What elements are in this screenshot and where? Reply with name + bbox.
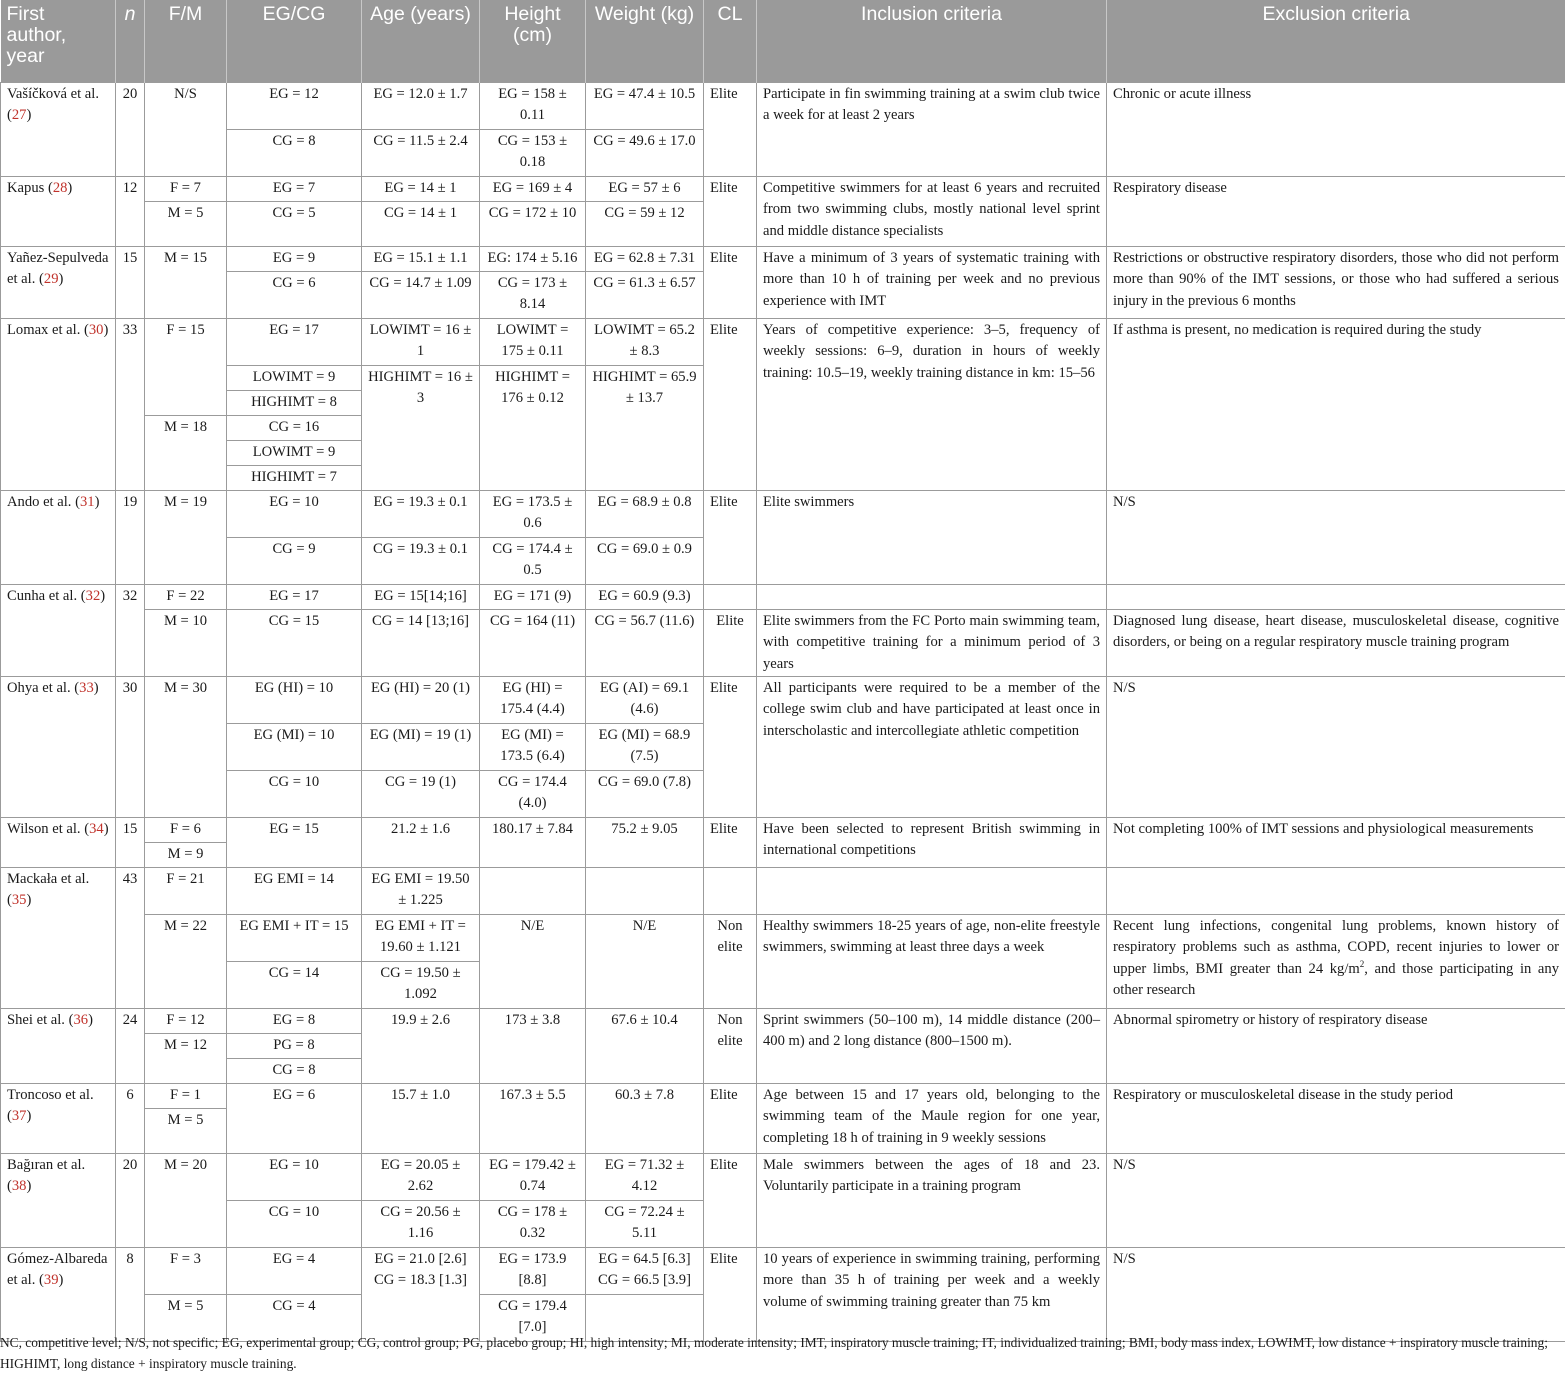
age-cell: EG = 21.0 [2.6] CG = 18.3 [1.3] — [362, 1248, 480, 1342]
exclusion-cell: Abnormal spirometry or history of respiratory disease — [1107, 1009, 1565, 1084]
exclusion-cell: Diagnosed lung disease, heart disease, musculoskeletal disease, cognitive disorders, or being on a regular respiratory muscle training program — [1107, 610, 1565, 677]
reference-link[interactable]: 27 — [12, 107, 27, 123]
group-cell: EG = 17 — [227, 585, 362, 610]
height-cell: EG = 158 ± 0.11 — [480, 83, 586, 130]
table-row — [1, 610, 1565, 677]
group-cell: EG = 15 — [227, 818, 362, 868]
group-cell: EG = 4 — [227, 1248, 362, 1295]
age-cell: CG = 14 ± 1 — [362, 202, 480, 247]
author-cell: Gómez-Albareda et al. (39) — [1, 1248, 116, 1342]
sex-cell: M = 5 — [145, 1295, 227, 1342]
exclusion-cell: Not completing 100% of IMT sessions and physiological measurements — [1107, 818, 1565, 868]
reference-link[interactable]: 35 — [12, 892, 27, 908]
age-cell: CG = 19.50 ± 1.092 — [362, 962, 480, 1009]
exclusion-cell: If asthma is present, no medication is required during the study — [1107, 319, 1565, 491]
author-cell: Shei et al. (36) — [1, 1009, 116, 1084]
inclusion-cell: Have been selected to represent British swimming in international competitions — [757, 818, 1107, 868]
exclusion-cell: N/S — [1107, 1248, 1565, 1342]
height-cell: EG = 179.42 ± 0.74 — [480, 1154, 586, 1201]
height-cell: HIGHIMT = 176 ± 0.12 — [480, 366, 586, 491]
height-cell: CG = 179.4 [7.0] — [480, 1295, 586, 1342]
n-cell: 12 — [116, 177, 145, 247]
reference-link[interactable]: 31 — [80, 494, 95, 510]
group-cell: CG = 10 — [227, 1201, 362, 1248]
inclusion-cell: Participate in fin swimming training at a swim club twice a week for at least 2 years — [757, 83, 1107, 177]
n-cell: 24 — [116, 1009, 145, 1084]
height-cell: EG = 169 ± 4 — [480, 177, 586, 202]
height-cell: LOWIMT = 175 ± 0.11 — [480, 319, 586, 366]
table-row — [1, 868, 1565, 915]
table-row — [1, 1009, 1565, 1034]
reference-link[interactable]: 39 — [44, 1272, 59, 1288]
age-cell: CG = 11.5 ± 2.4 — [362, 130, 480, 177]
inclusion-cell-empty — [757, 585, 1107, 610]
weight-cell: 67.6 ± 10.4 — [586, 1009, 704, 1084]
group-cell: CG = 9 — [227, 538, 362, 585]
col-header-group: EG/CG — [227, 0, 362, 83]
sex-cell: M = 19 — [145, 491, 227, 585]
inclusion-cell: Elite swimmers — [757, 491, 1107, 585]
inclusion-cell: 10 years of experience in swimming training, performing more than 35 h of training per week and a weekly volume of swimming training greater than 75 km — [757, 1248, 1107, 1342]
n-cell: 15 — [116, 818, 145, 868]
table-row — [1, 677, 1565, 724]
reference-link[interactable]: 38 — [12, 1178, 27, 1194]
level-cell-empty — [704, 868, 757, 915]
n-cell: 19 — [116, 491, 145, 585]
weight-cell: EG (AI) = 69.1 (4.6) — [586, 677, 704, 724]
exclusion-cell-empty — [1107, 868, 1565, 915]
age-cell: EG EMI = 19.50 ± 1.225 — [362, 868, 480, 915]
exclusion-cell: Recent lung infections, congenital lung problems, known history of respiratory problems such as asthma, COPD, recent injuries to lower or upper limbs, BMI greater than 24 $kg/m^2$, and those participating in any other research — [1107, 915, 1565, 1009]
weight-cell: HIGHIMT = 65.9 ± 13.7 — [586, 366, 704, 491]
age-cell: CG = 14.7 ± 1.09 — [362, 272, 480, 319]
n-cell: 6 — [116, 1084, 145, 1154]
group-cell: EG = 12 — [227, 83, 362, 130]
table-row — [1, 1154, 1565, 1201]
level-cell: Elite — [704, 610, 757, 677]
weight-cell-empty — [586, 868, 704, 915]
level-cell: Elite — [704, 319, 757, 491]
inclusion-cell: All participants were required to be a member of the college swim club and have participated at least once in interscholastic and intercollegiate athletic competition — [757, 677, 1107, 818]
weight-cell: CG = 61.3 ± 6.57 — [586, 272, 704, 319]
age-cell: CG = 19.3 ± 0.1 — [362, 538, 480, 585]
height-cell: CG = 172 ± 10 — [480, 202, 586, 247]
weight-cell: CG = 49.6 ± 17.0 — [586, 130, 704, 177]
col-header-n: n — [116, 0, 145, 83]
group-cell: CG = 16 — [227, 416, 362, 441]
group-cell: EG = 10 — [227, 1154, 362, 1201]
inclusion-cell: Years of competitive experience: 3–5, frequency of weekly sessions: 6–9, duration in hours of weekly training: 10.5–19, weekly training distance in km: 15–56 — [757, 319, 1107, 491]
group-cell: CG = 8 — [227, 130, 362, 177]
table-row — [1, 1248, 1565, 1295]
sex-cell: N/S — [145, 83, 227, 177]
group-cell: CG = 5 — [227, 202, 362, 247]
level-cell: Elite — [704, 1084, 757, 1154]
exclusion-cell-empty — [1107, 585, 1565, 610]
n-cell: 20 — [116, 83, 145, 177]
weight-cell: N/E — [586, 915, 704, 1009]
table-row — [1, 818, 1565, 843]
col-header-inclusion: Inclusion criteria — [757, 0, 1107, 83]
group-cell: CG = 15 — [227, 610, 362, 677]
table-footnote: NC, competitive level; N/S, not specific; EG, experimental group; CG, control group; PG, placebo group; HI, high intensity; MI, moderate intensity; IMT, inspiratory muscle training; IT, individualized training; BMI, body mass index, LOWIMT, low distance + inspiratory muscle training; HIGHIMT, long distance + inspiratory muscle training. — [0, 1332, 1560, 1375]
height-cell-empty — [480, 868, 586, 915]
weight-cell: EG = 47.4 ± 10.5 — [586, 83, 704, 130]
sex-cell: F = 3 — [145, 1248, 227, 1295]
weight-cell: CG = 69.0 ± 0.9 — [586, 538, 704, 585]
level-cell: Elite — [704, 1248, 757, 1342]
weight-cell: CG = 59 ± 12 — [586, 202, 704, 247]
height-cell: CG = 173 ± 8.14 — [480, 272, 586, 319]
sex-cell: M = 10 — [145, 610, 227, 677]
level-cell: Elite — [704, 177, 757, 247]
age-cell: 15.7 ± 1.0 — [362, 1084, 480, 1154]
weight-cell: EG = 68.9 ± 0.8 — [586, 491, 704, 538]
reference-link[interactable]: 33 — [79, 680, 94, 696]
sex-cell: M = 22 — [145, 915, 227, 1009]
age-cell: CG = 14 [13;16] — [362, 610, 480, 677]
weight-cell: EG (MI) = 68.9 (7.5) — [586, 724, 704, 771]
level-cell: Elite — [704, 818, 757, 868]
table-row — [1, 585, 1565, 610]
sex-cell: F = 22 — [145, 585, 227, 610]
inclusion-cell: Elite swimmers from the FC Porto main swimming team, with competitive training for a minimum period of 3 years — [757, 610, 1107, 677]
age-cell: EG EMI + IT = 19.60 ± 1.121 — [362, 915, 480, 962]
n-cell: 15 — [116, 247, 145, 319]
table-row — [1, 319, 1565, 366]
group-cell: CG = 10 — [227, 771, 362, 818]
sex-cell: M = 30 — [145, 677, 227, 818]
level-cell: Elite — [704, 491, 757, 585]
weight-cell: CG = 69.0 (7.8) — [586, 771, 704, 818]
inclusion-cell: Age between 15 and 17 years old, belonging to the swimming team of the Maule region for one year, completing 18 h of training in 9 weekly sessions — [757, 1084, 1107, 1154]
height-cell: EG (MI) = 173.5 (6.4) — [480, 724, 586, 771]
height-cell: EG = 173.5 ± 0.6 — [480, 491, 586, 538]
weight-cell: EG = 62.8 ± 7.31 — [586, 247, 704, 272]
reference-link[interactable]: 37 — [12, 1108, 27, 1124]
n-cell: 8 — [116, 1248, 145, 1342]
height-cell: CG = 174.4 ± 0.5 — [480, 538, 586, 585]
height-cell: EG = 173.9 [8.8] — [480, 1248, 586, 1295]
n-cell: 33 — [116, 319, 145, 491]
age-cell: LOWIMT = 16 ± 1 — [362, 319, 480, 366]
height-cell: CG = 153 ± 0.18 — [480, 130, 586, 177]
sex-cell: F = 21 — [145, 868, 227, 915]
age-cell: EG = 19.3 ± 0.1 — [362, 491, 480, 538]
weight-cell: EG = 60.9 (9.3) — [586, 585, 704, 610]
author-cell: Vašíčková et al. (27) — [1, 83, 116, 177]
group-cell: CG = 4 — [227, 1295, 362, 1342]
author-cell: Cunha et al. (32) — [1, 585, 116, 677]
exclusion-cell: N/S — [1107, 491, 1565, 585]
exclusion-cell: N/S — [1107, 677, 1565, 818]
header-row — [1, 0, 1565, 83]
table-row — [1, 247, 1565, 272]
sex-cell: M = 15 — [145, 247, 227, 319]
n-cell: 30 — [116, 677, 145, 818]
age-cell: EG (MI) = 19 (1) — [362, 724, 480, 771]
reference-link[interactable]: 28 — [53, 180, 68, 196]
col-header-fm: F/M — [145, 0, 227, 83]
level-cell: Elite — [704, 677, 757, 818]
weight-cell: LOWIMT = 65.2 ± 8.3 — [586, 319, 704, 366]
reference-link[interactable]: 34 — [89, 821, 104, 837]
level-cell: Non elite — [704, 1009, 757, 1084]
group-cell: CG = 14 — [227, 962, 362, 1009]
group-cell: CG = 8 — [227, 1059, 362, 1084]
inclusion-cell: Competitive swimmers for at least 6 years and recruited from two swimming clubs, mostly national level sprint and middle distance specialists — [757, 177, 1107, 247]
col-header-exclusion: Exclusion criteria — [1107, 0, 1565, 83]
sex-cell: M = 5 — [145, 1109, 227, 1154]
sex-cell: F = 15 — [145, 319, 227, 416]
group-cell: EG (HI) = 10 — [227, 677, 362, 724]
reference-link[interactable]: 30 — [89, 322, 104, 338]
sex-cell: M = 12 — [145, 1034, 227, 1084]
table-row — [1, 491, 1565, 538]
height-cell: EG = 171 (9) — [480, 585, 586, 610]
exclusion-cell: N/S — [1107, 1154, 1565, 1248]
author-cell: Mackała et al. (35) — [1, 868, 116, 1009]
sex-cell: F = 7 — [145, 177, 227, 202]
weight-cell: 75.2 ± 9.05 — [586, 818, 704, 868]
group-cell: EG (MI) = 10 — [227, 724, 362, 771]
height-cell: EG (HI) = 175.4 (4.4) — [480, 677, 586, 724]
sex-cell: M = 20 — [145, 1154, 227, 1248]
inclusion-cell: Have a minimum of 3 years of systematic training with more than 10 h of training per week and no previous experience with IMT — [757, 247, 1107, 319]
height-cell: N/E — [480, 915, 586, 1009]
group-cell: EG EMI + IT = 15 — [227, 915, 362, 962]
level-cell: Elite — [704, 83, 757, 177]
height-cell: 173 ± 3.8 — [480, 1009, 586, 1084]
author-cell: Ohya et al. (33) — [1, 677, 116, 818]
sex-cell: M = 5 — [145, 202, 227, 247]
exclusion-cell: Respiratory or musculoskeletal disease in the study period — [1107, 1084, 1565, 1154]
age-cell: EG (HI) = 20 (1) — [362, 677, 480, 724]
exclusion-cell: Respiratory disease — [1107, 177, 1565, 247]
sex-cell: M = 18 — [145, 416, 227, 491]
group-cell: LOWIMT = 9 — [227, 366, 362, 391]
height-cell: 167.3 ± 5.5 — [480, 1084, 586, 1154]
n-cell: 43 — [116, 868, 145, 1009]
inclusion-cell-empty — [757, 868, 1107, 915]
reference-link[interactable]: 36 — [73, 1012, 88, 1028]
col-header-weight: Weight (kg) — [586, 0, 704, 83]
author-cell: Kapus (28) — [1, 177, 116, 247]
height-cell: 180.17 ± 7.84 — [480, 818, 586, 868]
sex-cell: F = 12 — [145, 1009, 227, 1034]
col-header-cl: CL — [704, 0, 757, 83]
group-cell: EG = 9 — [227, 247, 362, 272]
group-cell: PG = 8 — [227, 1034, 362, 1059]
author-cell: Bağıran et al. (38) — [1, 1154, 116, 1248]
author-cell: Yañez-Sepulveda et al. (29) — [1, 247, 116, 319]
weight-cell: EG = 64.5 [6.3] CG = 66.5 [3.9] — [586, 1248, 704, 1295]
exclusion-cell: Chronic or acute illness — [1107, 83, 1565, 177]
sex-cell: F = 6 — [145, 818, 227, 843]
weight-cell: EG = 57 ± 6 — [586, 177, 704, 202]
age-cell: HIGHIMT = 16 ± 3 — [362, 366, 480, 491]
weight-cell: CG = 56.7 (11.6) — [586, 610, 704, 677]
level-cell: Elite — [704, 247, 757, 319]
inclusion-cell: Healthy swimmers 18-25 years of age, non-elite freestyle swimmers, swimming at least three days a week — [757, 915, 1107, 1009]
col-header-age: Age (years) — [362, 0, 480, 83]
height-cell: CG = 178 ± 0.32 — [480, 1201, 586, 1248]
table-row — [1, 83, 1565, 130]
group-cell: EG = 8 — [227, 1009, 362, 1034]
age-cell: EG = 14 ± 1 — [362, 177, 480, 202]
weight-cell: EG = 71.32 ± 4.12 — [586, 1154, 704, 1201]
group-cell: CG = 6 — [227, 272, 362, 319]
height-cell: EG: 174 ± 5.16 — [480, 247, 586, 272]
group-cell: HIGHIMT = 7 — [227, 466, 362, 491]
table-row — [1, 177, 1565, 202]
author-cell: Ando et al. (31) — [1, 491, 116, 585]
age-cell: CG = 19 (1) — [362, 771, 480, 818]
age-cell: 21.2 ± 1.6 — [362, 818, 480, 868]
age-cell: EG = 12.0 ± 1.7 — [362, 83, 480, 130]
level-cell-empty — [704, 585, 757, 610]
n-cell: 20 — [116, 1154, 145, 1248]
table-row — [1, 1084, 1565, 1109]
weight-cell: 60.3 ± 7.8 — [586, 1084, 704, 1154]
age-cell: 19.9 ± 2.6 — [362, 1009, 480, 1084]
group-cell: EG = 6 — [227, 1084, 362, 1154]
reference-link[interactable]: 32 — [86, 588, 101, 604]
height-cell: CG = 164 (11) — [480, 610, 586, 677]
group-cell: EG EMI = 14 — [227, 868, 362, 915]
n-cell: 32 — [116, 585, 145, 677]
group-cell: EG = 7 — [227, 177, 362, 202]
author-cell: Lomax et al. (30) — [1, 319, 116, 491]
inclusion-cell: Sprint swimmers (50–100 m), 14 middle distance (200–400 m) and 2 long distance (800–1500 m). — [757, 1009, 1107, 1084]
level-cell: Non elite — [704, 915, 757, 1009]
height-cell: CG = 174.4 (4.0) — [480, 771, 586, 818]
group-cell: EG = 10 — [227, 491, 362, 538]
group-cell: EG = 17 — [227, 319, 362, 366]
age-cell: EG = 15[14;16] — [362, 585, 480, 610]
weight-cell: CG = 72.24 ± 5.11 — [586, 1201, 704, 1248]
author-cell: Wilson et al. (34) — [1, 818, 116, 868]
group-cell: HIGHIMT = 8 — [227, 391, 362, 416]
inclusion-cell: Male swimmers between the ages of 18 and 23. Voluntarily participate in a training program — [757, 1154, 1107, 1248]
table-row — [1, 915, 1565, 962]
age-cell: EG = 15.1 ± 1.1 — [362, 247, 480, 272]
exclusion-cell: Restrictions or obstructive respiratory disorders, those who did not perform more than 90% of the IMT sessions, or those who had suffered a serious injury in the previous 6 months — [1107, 247, 1565, 319]
level-cell: Elite — [704, 1154, 757, 1248]
sex-cell: M = 9 — [145, 843, 227, 868]
age-cell: EG = 20.05 ± 2.62 — [362, 1154, 480, 1201]
group-cell: LOWIMT = 9 — [227, 441, 362, 466]
author-cell: Troncoso et al. (37) — [1, 1084, 116, 1154]
age-cell: CG = 20.56 ± 1.16 — [362, 1201, 480, 1248]
sex-cell: F = 1 — [145, 1084, 227, 1109]
reference-link[interactable]: 29 — [44, 271, 59, 287]
col-header-height: Height (cm) — [480, 0, 586, 83]
col-header-author: First author, year — [1, 0, 116, 83]
